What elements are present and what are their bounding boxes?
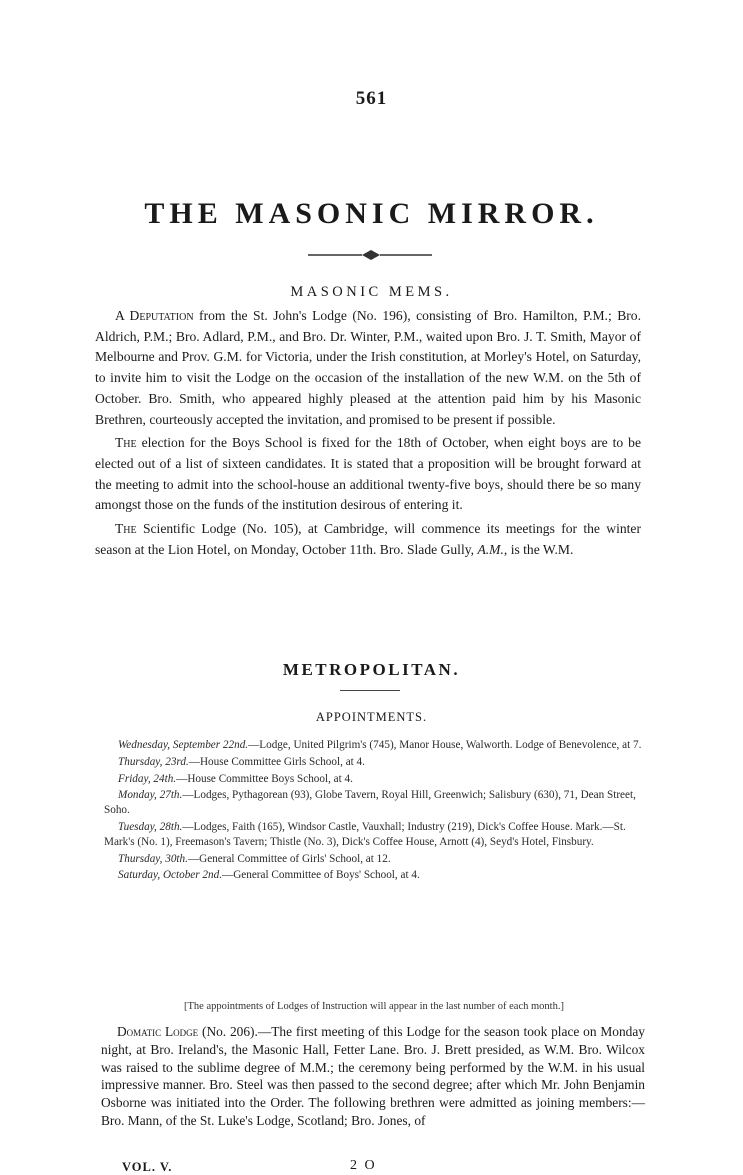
page-title: THE MASONIC MIRROR. [144, 197, 599, 230]
appointment-text: —House Committee Boys School, at 4. [176, 772, 353, 785]
mems-p2-lead: The [115, 435, 137, 451]
appointment-day: Saturday, October 2nd. [118, 869, 222, 882]
mems-paragraph-2 [95, 433, 641, 516]
appointment-text: —General Committee of Girls' School, at 12. [187, 852, 391, 865]
diamond-ornament-icon [0, 248, 743, 262]
appointment-text: —Lodge, United Pilgrim's (745), Manor House, Walworth. Lodge of Benevolence, at 7. [248, 739, 642, 751]
appointment-item [104, 772, 644, 787]
appointment-item [104, 852, 644, 867]
appointment-day: Monday, 27th. [118, 789, 183, 802]
mems-section [95, 306, 641, 560]
appointment-day: Tuesday, 28th. [118, 820, 183, 833]
appointments-heading: APPOINTMENTS. [315, 710, 428, 724]
mems-p1-lead: A Deputation [115, 308, 194, 323]
mems-p1-body: from the St. John's Lodge (No. 196), consisting of Bro. Hamilton, P.M.; Bro. Aldrich, P.M.; Bro. Adlard, P.M., and Bro. Dr. Winter, P.M., waited upon Bro. J. T. Smith, Mayor of Melbourne and Prov. G.M. for Victoria, under the Irish constitution, at Morley's Hotel, on Saturday, to invite him to visit the Lodge on the occasion of the installation of the new W.M. on the 5th of October. Bro. Smith, who appeared highly pleased at the attention paid him by his Masonic Brethren, courteously accepted the invitation, and promised to be present if possible. [95, 308, 641, 427]
mems-p3-italic: A.M. [477, 541, 504, 557]
appointment-text: —House Committee Girls School, at 4. [188, 755, 365, 768]
domatic-body: (No. 206).—The first meeting of this Lodge for the season took place on Monday night, at Bro. Ireland's, the Masonic Hall, Fetter Lane. Bro. J. Brett presided, as W.M. Bro. Wilcox was raised to the sublime degree of M.M.; the ceremony being performed by the W.M. in his usual impressive manner. Bro. Steel was then passed to the second degree; after which Mr. John Benjamin Osborne was initiated into the Order. The following brethren were admitted as joining members:—Bro. Mann, of the St. Luke's Lodge, Scotland; Bro. Jones, of [101, 1024, 645, 1128]
mems-p3-lead: The [115, 521, 137, 537]
mems-p2-body: election for the Boys School is fixed for the 18th of October, when eight boys are to be elected out of a list of sixteen candidates. It is stated that a proposition will be brought forward at the meeting to admit into the school-house an additional twenty-five boys, should there be so many amongst those on the funds of the institution desirous of entering it. [95, 435, 641, 513]
page-number: 561 [355, 88, 388, 109]
volume-label: VOL. V. [122, 1160, 173, 1174]
domatic-lodge-section [101, 1023, 645, 1130]
domatic-paragraph [101, 1023, 645, 1130]
appointment-text: —Lodges, Pythagorean (93), Globe Tavern, Royal Hill, Greenwich; Salisbury (630), 71, Dean Street, Soho. [104, 789, 636, 817]
appointment-text: —General Committee of Boys' School, at 4. [222, 869, 420, 882]
mems-paragraph-3 [95, 519, 641, 560]
instruction-note: [The appointments of Lodges of Instruction will appear in the last number of each month.] [184, 1001, 564, 1012]
appointment-item [104, 868, 644, 883]
mems-p3-body: Scientific Lodge (No. 105), at Cambridge, will commence its meetings for the winter season at the Lion Hotel, on Monday, October 11th. Bro. Slade Gully, [95, 521, 641, 557]
appointment-day: Thursday, 30th. [118, 852, 188, 865]
domatic-lead: Domatic Lodge [117, 1024, 199, 1039]
mems-heading: MASONIC MEMS. [290, 284, 453, 300]
appointment-item [104, 788, 644, 818]
appointment-day: Thursday, 23rd. [118, 755, 189, 768]
appointment-item [104, 738, 644, 753]
appointment-text: —Lodges, Faith (165), Windsor Castle, Vauxhall; Industry (219), Dick's Coffee House. Mark.—St. Mark's (No. 1), Freemason's Tavern; Thistle (No. 3), Dick's Coffee House, Arnott (4), Seyd's Hotel, Finsbury. [104, 820, 626, 848]
mems-paragraph-1 [95, 306, 641, 430]
mems-p3-tail: , is the W.M. [503, 541, 574, 557]
signature-mark: 2 O [350, 1158, 377, 1173]
appointment-day: Wednesday, September 22nd. [118, 739, 249, 751]
appointment-item [104, 755, 644, 770]
appointment-day: Friday, 24th. [118, 772, 177, 785]
appointments-list [104, 738, 644, 885]
section-divider [340, 690, 400, 691]
metropolitan-heading: METROPOLITAN. [282, 660, 461, 679]
appointment-item [104, 820, 644, 850]
